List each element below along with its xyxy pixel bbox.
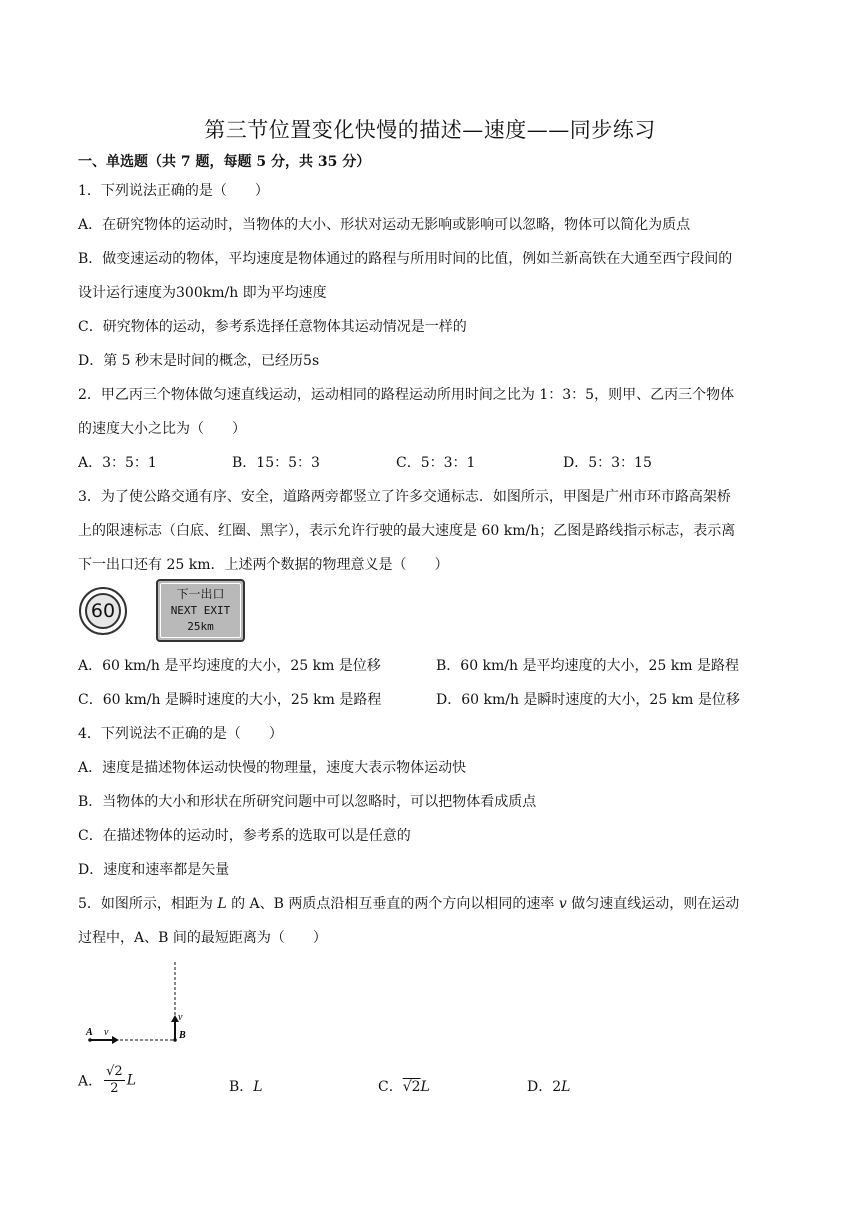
q4-option-c: C．在描述物体的运动时，参考系的选取可以是任意的	[78, 828, 411, 844]
page-title: 第三节位置变化快慢的描述—速度——同步练习	[204, 118, 656, 142]
q2-option-a: A．3：5：1	[78, 455, 157, 471]
q1-option-b-line1: B．做变速运动的物体，平均速度是物体通过的路程与所用时间的比值，例如兰新高铁在大通至西宁段间的	[78, 251, 733, 267]
q5-option-d-value: 2	[552, 1079, 562, 1095]
q5-option-a-prefix: A．	[78, 1073, 103, 1090]
speed-limit-value: 60	[85, 593, 121, 629]
q4-option-d: D．速度和速率都是矢量	[78, 862, 230, 878]
q5-option-d	[527, 1076, 570, 1096]
label-a: A	[86, 1027, 93, 1038]
q3-option-a: A．60 km/h 是平均速度的大小，25 km 是位移	[78, 658, 381, 674]
fraction-numerator: √2	[106, 1064, 123, 1079]
q2-stem-line2: 的速度大小之比为（ ）	[78, 421, 246, 437]
q5-option-d-var: L	[561, 1079, 571, 1095]
q5-option-b-var: L	[253, 1079, 263, 1095]
next-exit-sign	[156, 579, 245, 642]
fraction-denominator: 2	[110, 1081, 119, 1096]
q5-option-b-prefix: B．	[229, 1079, 254, 1095]
q3-option-c: C．60 km/h 是瞬时速度的大小，25 km 是路程	[78, 692, 382, 708]
q5-stem-line1	[78, 893, 739, 913]
q5-option-d-prefix: D．	[527, 1079, 553, 1095]
q5-option-a-var: L	[126, 1072, 136, 1089]
q4-option-a: A．速度是描述物体运动快慢的物理量，速度大表示物体运动快	[78, 760, 467, 776]
q5-option-c-var: L	[420, 1079, 430, 1095]
q5-option-c	[378, 1076, 430, 1096]
next-exit-km: 25km	[187, 620, 214, 633]
q3-stem-line1: 3．为了使公路交通有序、安全，道路两旁都竖立了许多交通标志．如图所示，甲图是广州市环市路高架桥	[78, 489, 731, 505]
q5-stem-var-v: v	[558, 896, 567, 912]
q3-option-d: D．60 km/h 是瞬时速度的大小，25 km 是位移	[436, 692, 740, 708]
q2-stem-line1: 2．甲乙丙三个物体做匀速直线运动，运动相同的路程运动所用时间之比为 1：3：5，则甲、乙丙三个物体	[78, 387, 735, 403]
q5-option-b	[229, 1076, 263, 1096]
fraction	[104, 1064, 125, 1097]
q1-option-b-line2: 设计运行速度为300km/h 即为平均速度	[78, 285, 327, 301]
arrowhead-a	[112, 1036, 119, 1044]
q5-stem-text-a: 5．如图所示，相距为	[78, 896, 218, 912]
next-exit-en: NEXT EXIT	[170, 604, 231, 617]
q1-option-a: A．在研究物体的运动时，当物体的大小、形状对运动无影响或影响可以忽略，物体可以简化为质点	[78, 217, 691, 233]
section-heading: 一、单选题（共 7 题，每题 5 分，共 35 分）	[78, 154, 371, 170]
q2-option-b: B．15：5：3	[232, 455, 320, 471]
q3-stem-line2: 上的限速标志（白底、红圈、黑字），表示允许行驶的最大速度是 60 km/h；乙图是路线指示标志，表示离	[78, 523, 736, 539]
speed-limit-sign	[79, 587, 127, 635]
q5-stem-var-l: L	[217, 896, 227, 912]
motion-diagram	[82, 960, 192, 1050]
label-v-a: v	[104, 1027, 109, 1038]
q5-stem-text-c: 做匀速直线运动，则在运动	[566, 896, 740, 912]
label-v-b: v	[178, 1012, 183, 1023]
q1-stem: 1．下列说法正确的是（ ）	[78, 183, 269, 199]
q5-option-a	[78, 1064, 136, 1097]
q2-option-d: D．5：3：15	[563, 455, 652, 471]
q4-stem: 4．下列说法不正确的是（ ）	[78, 726, 283, 742]
q4-option-b: B．当物体的大小和形状在所研究问题中可以忽略时，可以把物体看成质点	[78, 794, 537, 810]
q5-stem-line2: 过程中，A、B 间的最短距离为（ ）	[78, 930, 327, 946]
point-b	[173, 1038, 177, 1042]
q5-option-c-prefix: C．	[378, 1079, 403, 1095]
q1-option-d: D．第 5 秒末是时间的概念，已经历5s	[78, 353, 320, 369]
point-a	[88, 1038, 92, 1042]
q5-option-c-root: √2	[402, 1079, 421, 1095]
next-exit-cn: 下一出口	[176, 587, 225, 601]
q1-option-c: C．研究物体的运动，参考系选择任意物体其运动情况是一样的	[78, 319, 467, 335]
q3-stem-line3: 下一出口还有 25 km．上述两个数据的物理意义是（ ）	[78, 557, 449, 573]
q3-option-b: B．60 km/h 是平均速度的大小，25 km 是路程	[436, 658, 739, 674]
q5-stem-text-b: 的 A、B 两质点沿相互垂直的两个方向以相同的速率	[226, 896, 559, 912]
q2-option-c: C．5：3：1	[396, 455, 476, 471]
label-b: B	[179, 1030, 186, 1041]
